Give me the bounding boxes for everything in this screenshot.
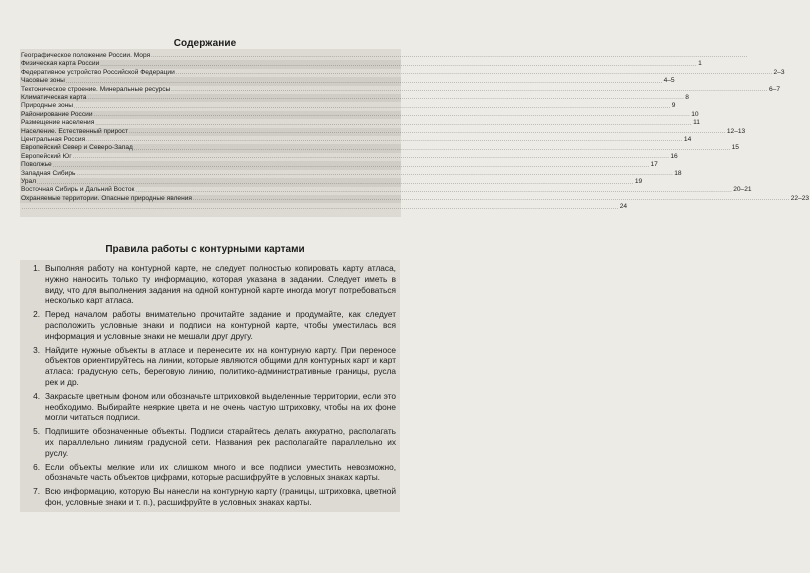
- toc-item: [20, 110, 699, 119]
- toc-title: Содержание: [173, 38, 237, 49]
- toc-item: [20, 152, 678, 161]
- toc-item: [20, 144, 739, 152]
- toc-leader-dots: ............................................................................................................................................................................................................................................................................................................: [133, 145, 731, 152]
- toc-item-page: 18: [674, 169, 682, 177]
- rule-text: Всю информацию, которую Вы нанесли на контурную карту (границы, штриховка, цветной фон, условные знаки и т. п.), расшифруйте в условных знаках карты.: [45, 486, 396, 507]
- toc-item-label: Тектоническое строение. Минеральные ресурсы: [21, 85, 171, 93]
- toc-item-label: Западная Сибирь: [21, 169, 76, 177]
- toc-item-label: Физическая карта России: [21, 60, 100, 68]
- toc-item-page: 22–23: [790, 194, 810, 202]
- toc-leader-dots: ............................................................................................................................................................................................................................................................................................................: [37, 179, 634, 186]
- toc-item-label: Население. Естественный прирост: [21, 127, 129, 135]
- toc-item-page: 16: [670, 152, 678, 160]
- toc-leader-dots: ............................................................................................................................................................................................................................................................................................................: [87, 95, 685, 102]
- toc-item-label: Природные зоны: [21, 102, 74, 110]
- toc-item-page: 1: [698, 60, 702, 68]
- toc-item-page: 6–7: [769, 85, 781, 93]
- toc-leader-dots: ............................................................................................................................................................................................................................................................................................................: [74, 103, 671, 110]
- toc-item-page: 15: [731, 144, 739, 152]
- toc-item-label: Районирование России: [21, 110, 93, 118]
- toc-item-page: 11: [693, 119, 700, 127]
- toc-item: [20, 169, 682, 178]
- toc-item-label: Европейский Север и Северо-Запад: [21, 144, 133, 152]
- toc-item: [20, 161, 658, 169]
- toc-item-page: 19: [634, 178, 643, 186]
- rules-title: Правила работы с контурными картами: [105, 244, 305, 255]
- toc-leader-dots: ............................................................................................................................................................................................................................................................................................................: [65, 78, 663, 85]
- toc-leader-dots: ............................................................................................................................................................................................................................................................................................................: [135, 187, 733, 194]
- rule-number: 5.: [33, 426, 40, 437]
- rule-text: Найдите нужные объекты в атласе и перенесите их на контурную карту. При переносе объектов ориентируйтесь на линии, которые являются общими для контурных карт и карт атласа: градусную сеть, береговую линию, политико-административные границы, русла рек и др.: [45, 344, 396, 387]
- toc-leader-dots: ............................................................................................................................................................................................................................................................................................................: [129, 129, 726, 136]
- toc-item-page: 24: [619, 203, 628, 211]
- toc-item-label: Географическое положение России. Моря: [21, 51, 151, 59]
- toc-item: [20, 186, 752, 195]
- rule-text: Подпишите обозначенные объекты. Подписи старайтесь делать аккуратно, располагать их параллельно линиям градусной сети. Названия рек располагайте параллельно их руслу.: [45, 426, 396, 458]
- table-of-contents: [20, 49, 810, 217]
- toc-item-page: 2–3: [773, 68, 785, 76]
- toc-item-page: 20–21: [733, 186, 752, 194]
- rule-item: [20, 462, 396, 484]
- toc-item: [20, 203, 628, 211]
- toc-item: [20, 127, 746, 136]
- rule-item: [20, 345, 396, 388]
- toc-leader-dots: ............................................................................................................................................................................................................................................................................................................: [72, 154, 670, 161]
- toc-item: [20, 119, 700, 127]
- toc-item-page: 9: [671, 102, 676, 110]
- toc-item: [20, 94, 689, 102]
- toc-item-label: Климатическая карта: [21, 94, 87, 102]
- toc-item: [20, 60, 702, 68]
- rule-number: 3.: [33, 344, 40, 355]
- rule-text: Если объекты мелкие или их слишком много и все подписи уместить невозможно, обозначьте часть объектов цифрами, которые расшифруйте в условных знаках карты.: [45, 461, 396, 483]
- toc-leader-dots: ............................................................................................................................................................................................................................................................................................................: [151, 53, 748, 60]
- toc-item: [20, 77, 675, 85]
- rule-item: [20, 309, 396, 341]
- toc-item-page: 4–5: [663, 77, 675, 85]
- rule-text: Закрасьте цветным фоном или обозначьте штриховкой выделенные территории, если это необходимо. Выбирайте неяркие цвета и не очень частую штриховку, чтобы на их фоне могли читаться подписи.: [45, 390, 396, 423]
- toc-leader-dots: ............................................................................................................................................................................................................................................................................................................: [93, 112, 691, 119]
- toc-item-label: Федеративное устройство Российской Федерации: [21, 68, 175, 76]
- toc-item-page: 10: [691, 110, 699, 118]
- toc-leader-dots: ............................................................................................................................................................................................................................................................................................................: [100, 61, 698, 68]
- rule-number: 4.: [33, 390, 40, 401]
- toc-item-page: 12–13: [726, 127, 746, 135]
- toc-item-label: Часовые зоны: [21, 77, 65, 85]
- toc-item: [20, 68, 785, 77]
- toc-item-page: 17: [650, 161, 658, 169]
- rule-number: 2.: [33, 309, 40, 320]
- toc-item-label: Охраняемые территории. Опасные природные явления: [21, 194, 192, 202]
- toc-item: [20, 85, 781, 94]
- toc-item-page: 14: [683, 136, 692, 144]
- rule-item: [20, 391, 396, 423]
- rule-number: 1.: [33, 263, 40, 273]
- toc-leader-dots: ............................................................................................................................................................................................................................................................................................................: [22, 204, 619, 211]
- rules-list: [20, 260, 400, 512]
- toc-item-label: Урал: [21, 178, 37, 186]
- toc-item: [20, 194, 810, 203]
- toc-item-label: Поволжье: [21, 161, 52, 169]
- toc-leader-dots: ............................................................................................................................................................................................................................................................................................................: [95, 120, 693, 127]
- toc-item-label: Восточная Сибирь и Дальний Восток: [21, 186, 135, 194]
- rule-number: 6.: [33, 461, 40, 472]
- rule-number: 7.: [33, 486, 40, 497]
- toc-leader-dots: ............................................................................................................................................................................................................................................................................................................: [175, 70, 773, 77]
- rule-item: [20, 426, 396, 458]
- toc-item: [20, 51, 748, 60]
- toc-item: [20, 102, 676, 110]
- toc-leader-dots: ............................................................................................................................................................................................................................................................................................................: [171, 87, 769, 94]
- toc-leader-dots: ............................................................................................................................................................................................................................................................................................................: [52, 162, 650, 169]
- toc-leader-dots: ............................................................................................................................................................................................................................................................................................................: [193, 196, 790, 203]
- rule-item: [20, 263, 396, 306]
- rule-text: Перед началом работы внимательно прочитайте задание и продумайте, как следует расположить условные знаки и подписи на контурной карте, чтобы уместилась вся информация и условные знаки не мешали друг другу.: [45, 309, 396, 341]
- rule-item: [20, 486, 396, 508]
- toc-leader-dots: ............................................................................................................................................................................................................................................................................................................: [86, 137, 683, 144]
- rule-text: Выполняя работу на контурной карте, не следует полностью копировать карту атласа, нужно наносить только ту информацию, которая указана в задании. Следует иметь в виду, что для выполнения задания на одной контурной карте иногда могут потребоваться несколько карт атласа.: [45, 263, 396, 306]
- toc-leader-dots: ............................................................................................................................................................................................................................................................................................................: [76, 171, 674, 178]
- toc-item-page: 8: [685, 94, 689, 102]
- toc-item-label: Размещение населения: [21, 119, 95, 127]
- toc-item-label: Европейский Юг: [21, 152, 72, 160]
- toc-item-label: Центральная Россия: [21, 136, 86, 144]
